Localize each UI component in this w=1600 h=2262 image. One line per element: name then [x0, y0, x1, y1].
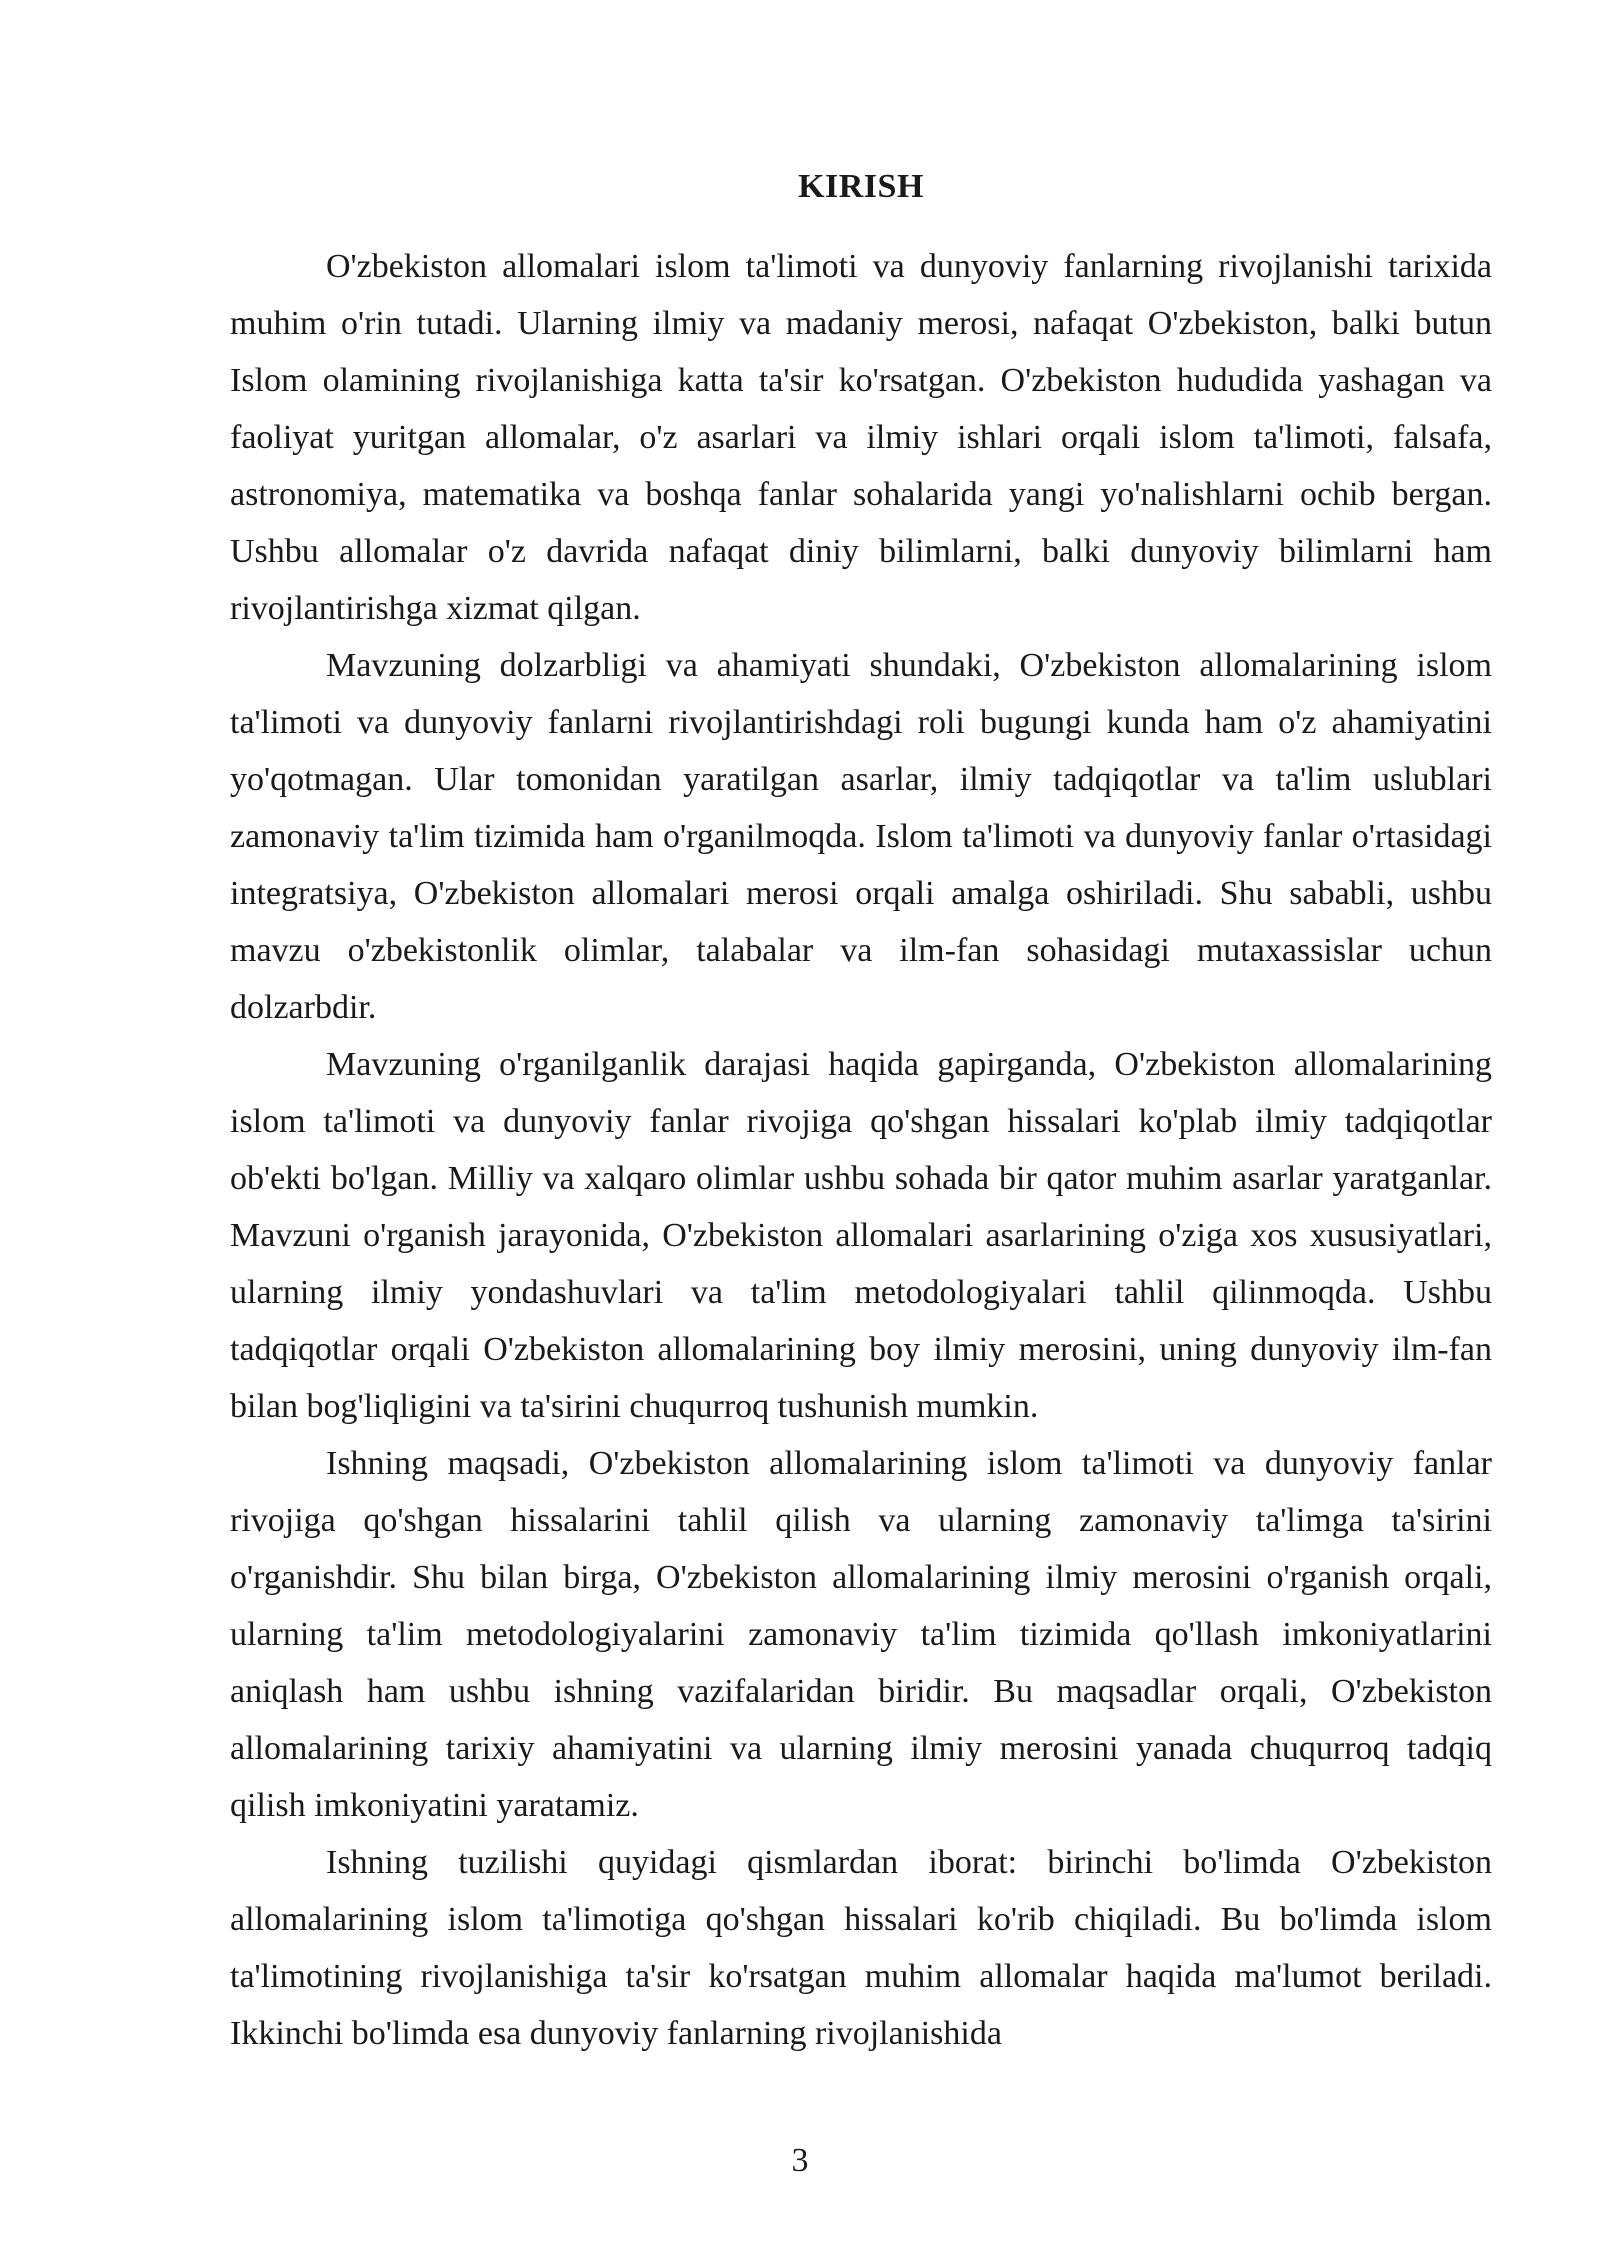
page-number: 3 — [791, 2142, 809, 2179]
paragraph-intro: O'zbekiston allomalari islom ta'limoti va dunyoviy fanlarning rivojlanishi tarixida muhim o'rin tutadi. Ularning ilmiy va madaniy merosi, nafaqat O'zbekiston, balki butun Islom olamining rivojlanishiga katta ta'sir ko'rsatgan. O'zbekiston hududida yashagan va faoliyat yuritgan allomalar, o'z asarlari va ilmiy ishlari orqali islom ta'limoti, falsafa, astronomiya, matematika va boshqa fanlar sohalarida yangi yo'nalishlarni ochib bergan. Ushbu allomalar o'z davrida nafaqat diniy bilimlarni, balki dunyoviy bilimlarni ham rivojlantirishga xizmat qilgan. — [230, 248, 1492, 627]
page-content — [230, 162, 1492, 2062]
paragraph-structure: Ishning tuzilishi quyidagi qismlardan iborat: birinchi bo'limda O'zbekiston allomalarining islom ta'limotiga qo'shgan hissalari ko'rib chiqiladi. Bu bo'limda islom ta'limotining rivojlanishiga ta'sir ko'rsatgan muhim allomalar haqida ma'lumot beriladi. Ikkinchi bo'limda esa dunyoviy fanlarning rivojlanishida — [230, 1844, 1492, 2052]
paragraph-relevance: Mavzuning dolzarbligi va ahamiyati shundaki, O'zbekiston allomalarining islom ta'limoti va dunyoviy fanlarni rivojlantirishdagi roli bugungi kunda ham o'z ahamiyatini yo'qotmagan. Ular tomonidan yaratilgan asarlar, ilmiy tadqiqotlar va ta'lim uslublari zamonaviy ta'lim tizimida ham o'rganilmoqda. Islom ta'limoti va dunyoviy fanlar o'rtasidagi integratsiya, O'zbekiston allomalari merosi orqali amalga oshiriladi. Shu sababli, ushbu mavzu o'zbekistonlik olimlar, talabalar va ilm-fan sohasidagi mutaxassislar uchun dolzarbdir. — [230, 647, 1492, 1026]
section-title: KIRISH — [798, 168, 924, 205]
paragraph-goal: Ishning maqsadi, O'zbekiston allomalarining islom ta'limoti va dunyoviy fanlar rivojiga qo'shgan hissalarini tahlil qilish va ularning zamonaviy ta'limga ta'sirini o'rganishdir. Shu bilan birga, O'zbekiston allomalarining ilmiy merosini o'rganish orqali, ularning ta'lim metodologiyalarini zamonaviy ta'lim tizimida qo'llash imkoniyatlarini aniqlash ham ushbu ishning vazifalaridan biridir. Bu maqsadlar orqali, O'zbekiston allomalarining tarixiy ahamiyatini va ularning ilmiy merosini yanada chuqurroq tadqiq qilish imkoniyatini yaratamiz. — [230, 1445, 1492, 1824]
paragraph-study-degree: Mavzuning o'rganilganlik darajasi haqida gapirganda, O'zbekiston allomalarining islom ta'limoti va dunyoviy fanlar rivojiga qo'shgan hissalari ko'plab ilmiy tadqiqotlar ob'ekti bo'lgan. Milliy va xalqaro olimlar ushbu sohada bir qator muhim asarlar yaratganlar. Mavzuni o'rganish jarayonida, O'zbekiston allomalari asarlarining o'ziga xos xususiyatlari, ularning ilmiy yondashuvlari va ta'lim metodologiyalari tahlil qilinmoqda. Ushbu tadqiqotlar orqali O'zbekiston allomalarining boy ilmiy merosini, uning dunyoviy ilm-fan bilan bog'liqligini va ta'sirini chuqurroq tushunish mumkin. — [230, 1046, 1492, 1425]
